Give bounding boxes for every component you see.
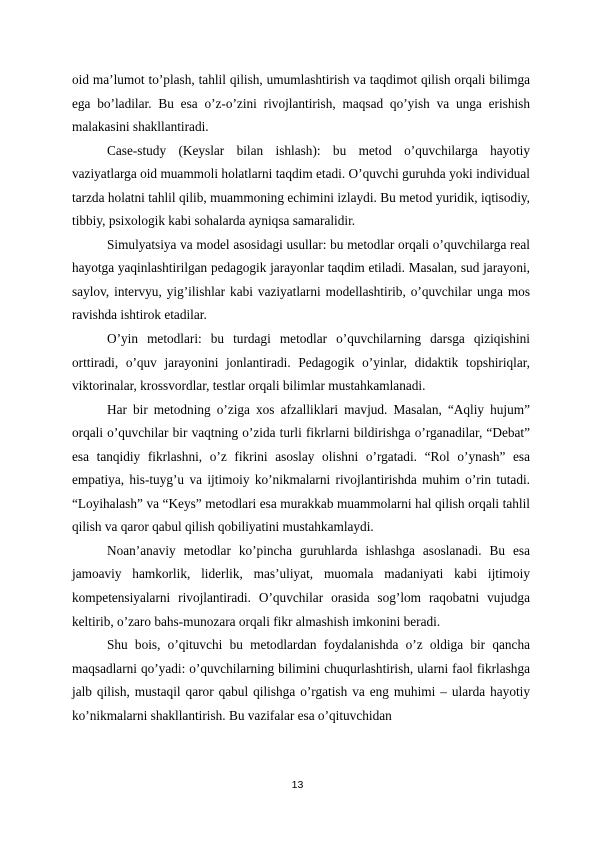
paragraph-case-study: Case-study (Keyslar bilan ishlash): bu metod o’quvchilarga hayotiy vaziyatlarga oid muammoli holatlarni taqdim etadi. O’quvchi guruhda yoki individual tarzda holatni tahlil qilib, muammoning echimini izlaydi. Bu metod yuridik, iqtisodiy, tibbiy, psixologik kabi sohalarda ayniqsa samaralidir. xyxy=(72,142,530,229)
body-text xyxy=(72,68,530,727)
paragraph-continuation: oid ma’lumot to’plash, tahlil qilish, umumlashtirish va taqdimot qilish orqali bilimga ega bo’ladilar. Bu esa o’z-o’zini rivojlantirish, maqsad qo’yish va unga erishish malakasini shakllantiradi. xyxy=(72,72,530,135)
paragraph-method-advantages: Har bir metodning o’ziga xos afzalliklari mavjud. Masalan, “Aqliy hujum” orqali o’quvchilar bir vaqtning o’zida turli fikrlarni bildirishga o’rganadilar, “Debat” esa tanqidiy fikrlashni, o’z fikrini asoslay olishni o’rgatadi. “Rol o’ynash” esa empatiya, his-tuyg’u va ijtimoiy ko’nikmalarni rivojlantirishda muhim o’rin tutadi. “Loyihalash” va “Keys” metodlari esa murakkab muammolarni hal qilish orqali tahlil qilish va qaror qabul qilish qobiliyatini mustahkamlaydi. xyxy=(72,401,530,535)
paragraph-simulation: Simulyatsiya va model asosidagi usullar: bu metodlar orqali o’quvchilarga real hayotga yaqinlashtirilgan pedagogik jarayonlar taqdim etiladi. Masalan, sud jarayoni, saylov, intervyu, yig’ilishlar kabi vaziyatlarni modellashtirib, o’quvchilar unga mos ravishda ishtirok etadilar. xyxy=(72,236,530,323)
paragraph-group-work: Noan’anaviy metodlar ko’pincha guruhlarda ishlashga asoslanadi. Bu esa jamoaviy hamkorlik, liderlik, mas’uliyat, muomala madaniyati kabi ijtimoiy kompetensiyalarni rivojlantiradi. O’quvchilar orasida sog’lom raqobatni vujudga keltirib, o’zaro bahs-munozara orqali fikr almashish imkonini beradi. xyxy=(72,542,530,629)
paragraph-game-methods: O’yin metodlari: bu turdagi metodlar o’quvchilarning darsga qiziqishini orttiradi, o’quv jarayonini jonlantiradi. Pedagogik o’yinlar, didaktik topshiriqlar, viktorinalar, krossvordlar, testlar orqali bilimlar mustahkamlanadi. xyxy=(72,331,530,394)
paragraph-teacher-goals: Shu bois, o’qituvchi bu metodlardan foydalanishda o’z oldiga bir qancha maqsadlarni qo’yadi: o’quvchilarning bilimini chuqurlashtirish, ularni faol fikrlashga jalb qilish, mustaqil qaror qabul qilishga o’rgatish va eng muhimi – ularda hayotiy ko’nikmalarni shakllantirish. Bu vazifalar esa o’qituvchidan xyxy=(72,637,530,723)
page-number: 13 xyxy=(291,779,304,791)
